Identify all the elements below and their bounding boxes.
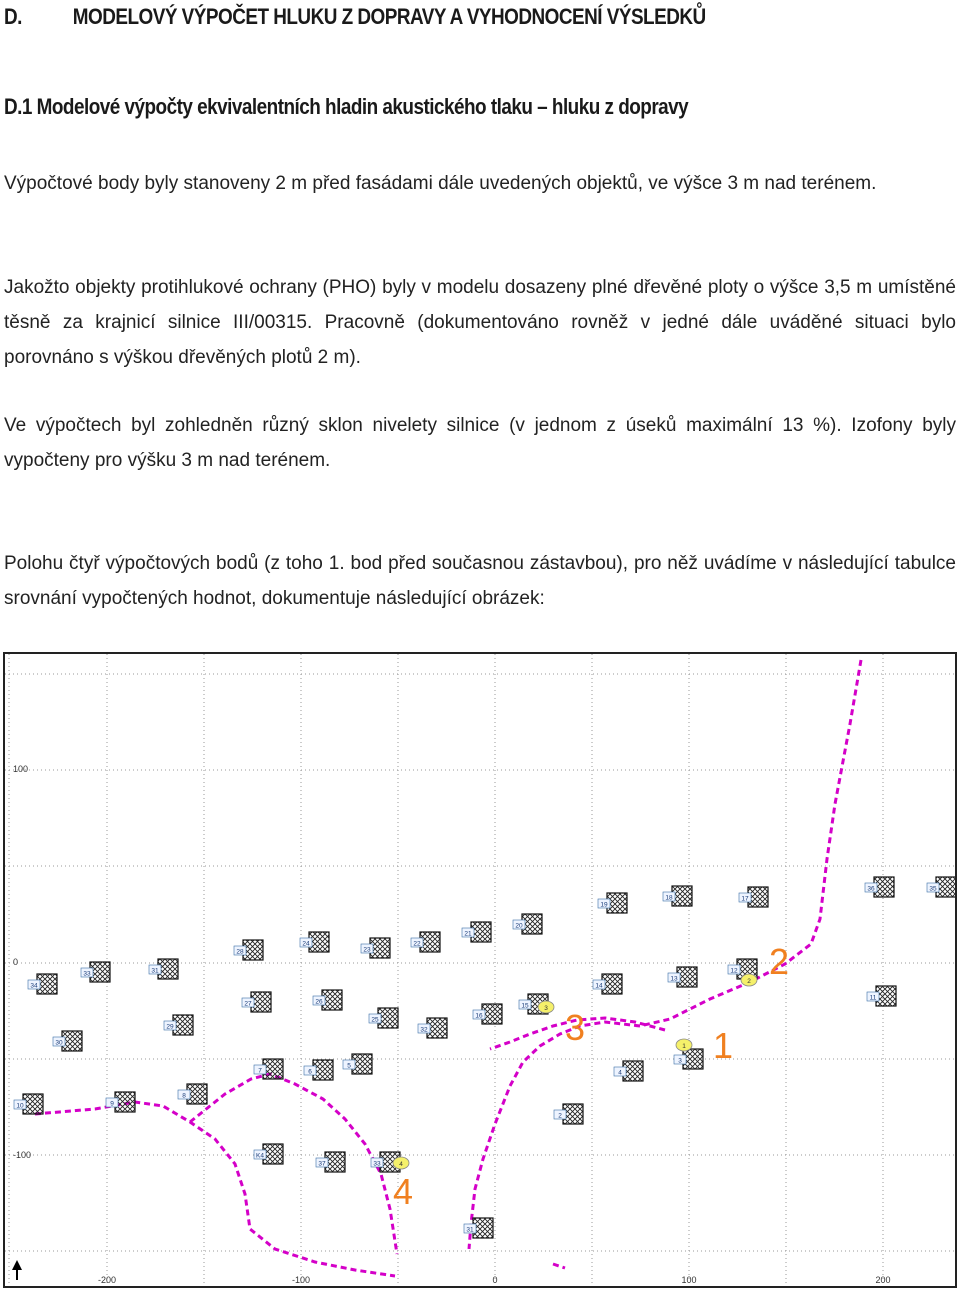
section-heading	[4, 4, 821, 30]
building-label: 31	[151, 967, 159, 975]
section-number: D.	[4, 4, 22, 29]
building-label: 24	[302, 940, 310, 948]
buildings	[14, 877, 955, 1238]
x-tick-label: 200	[875, 1275, 891, 1285]
building-label: 9	[110, 1100, 114, 1108]
building-label: 22	[413, 940, 421, 948]
map-grid	[5, 654, 955, 1286]
building-label: 21	[464, 930, 472, 938]
building-label: 29	[166, 1023, 174, 1031]
calculation-point-small-label: 2	[747, 978, 751, 985]
building-label: 32	[420, 1026, 428, 1034]
y-tick-label: 0	[13, 957, 19, 967]
building-label: 11	[869, 994, 877, 1002]
building-label: 12	[730, 967, 738, 975]
road-line	[35, 1102, 395, 1276]
north-arrow-icon	[12, 1260, 22, 1280]
x-tick-label: 0	[492, 1275, 498, 1285]
y-tick-label: 100	[13, 764, 29, 774]
building-label: K4	[256, 1152, 264, 1160]
subsection-heading: D.1 Modelové výpočty ekvivalentních hladin akustického tlaku – hluku z dopravy	[4, 94, 689, 119]
building-label: 3	[678, 1057, 682, 1065]
noise-map	[5, 654, 955, 1286]
x-tick-label: -100	[291, 1275, 311, 1285]
paragraph-4: Polohu čtyř výpočtových bodů (z toho 1. bod před současnou zástavbou), pro něž uvádíme v následující tabulce srovnání vypočtených hodnot, dokumentuje následující obrázek:	[4, 553, 956, 609]
building-label: 8	[182, 1092, 186, 1100]
road-line	[190, 1074, 397, 1254]
building-label: 25	[371, 1016, 379, 1024]
building-label: 4	[618, 1069, 622, 1077]
building-label: 2	[558, 1112, 562, 1120]
building-label: 7	[258, 1067, 262, 1075]
paragraph-2: Jakožto objekty protihlukové ochrany (PHO) byly v modelu dosazeny plné dřevěné ploty o výšce 3,5 m umístěné těsně za krajnicí silnice III/00315. Pracovně (dokumentováno rovněž v jedné dále uváděné situaci bylo porovnáno s výškou dřevěných plotů 2 m).	[4, 277, 956, 368]
section-title: MODELOVÝ VÝPOČET HLUKU Z DOPRAVY A VYHODNOCENÍ VÝSLEDKŮ	[72, 4, 706, 29]
building-label: 18	[665, 894, 673, 902]
building-label: 33	[373, 1160, 381, 1168]
building-label: 33	[83, 970, 91, 978]
x-tick-label: -200	[97, 1275, 117, 1285]
building-label: 30	[55, 1039, 63, 1047]
building-label: 34	[30, 982, 38, 990]
building-label: 35	[929, 885, 937, 893]
building-label: 37	[318, 1160, 326, 1168]
calculation-point-number: 2	[768, 941, 790, 982]
building-label: 19	[600, 901, 608, 909]
building-label: 16	[475, 1012, 483, 1020]
road-line	[553, 1264, 565, 1268]
calculation-points	[393, 941, 789, 1212]
building-label: 36	[867, 885, 875, 893]
building-label: 13	[670, 975, 678, 983]
building-label: 10	[16, 1102, 24, 1110]
calculation-point-number: 1	[712, 1025, 734, 1066]
building-label: 31	[466, 1226, 474, 1234]
paragraph-3: Ve výpočtech byl zohledněn různý sklon nivelety silnice (v jednom z úseků maximální 13 %). Izofony byly vypočteny pro výšku 3 m nad terénem.	[4, 415, 956, 471]
calculation-point-small-label: 4	[399, 1161, 403, 1168]
paragraph-1: Výpočtové body byly stanoveny 2 m před fasádami dále uvedených objektů, ve výšce 3 m nad terénem.	[4, 173, 877, 194]
x-tick-label: 100	[681, 1275, 697, 1285]
building-label: 17	[741, 895, 749, 903]
building-label: 14	[595, 982, 603, 990]
calculation-point-number: 4	[392, 1171, 414, 1212]
building-label: 28	[236, 948, 244, 956]
building-label: 6	[308, 1068, 312, 1076]
calculation-point-small-label: 1	[682, 1043, 686, 1050]
calculation-point-number: 3	[564, 1007, 586, 1048]
y-tick-label: -100	[13, 1150, 32, 1160]
calculation-point-small-label: 3	[544, 1005, 548, 1012]
building-label: 26	[315, 998, 323, 1006]
building-label: 20	[515, 922, 523, 930]
building-label: 23	[363, 946, 371, 954]
building-label: 5	[347, 1062, 351, 1070]
building-label: 15	[521, 1002, 529, 1010]
building-label: 27	[244, 1000, 252, 1008]
axis-ticks	[13, 764, 891, 1285]
noise-map-figure	[3, 652, 957, 1288]
